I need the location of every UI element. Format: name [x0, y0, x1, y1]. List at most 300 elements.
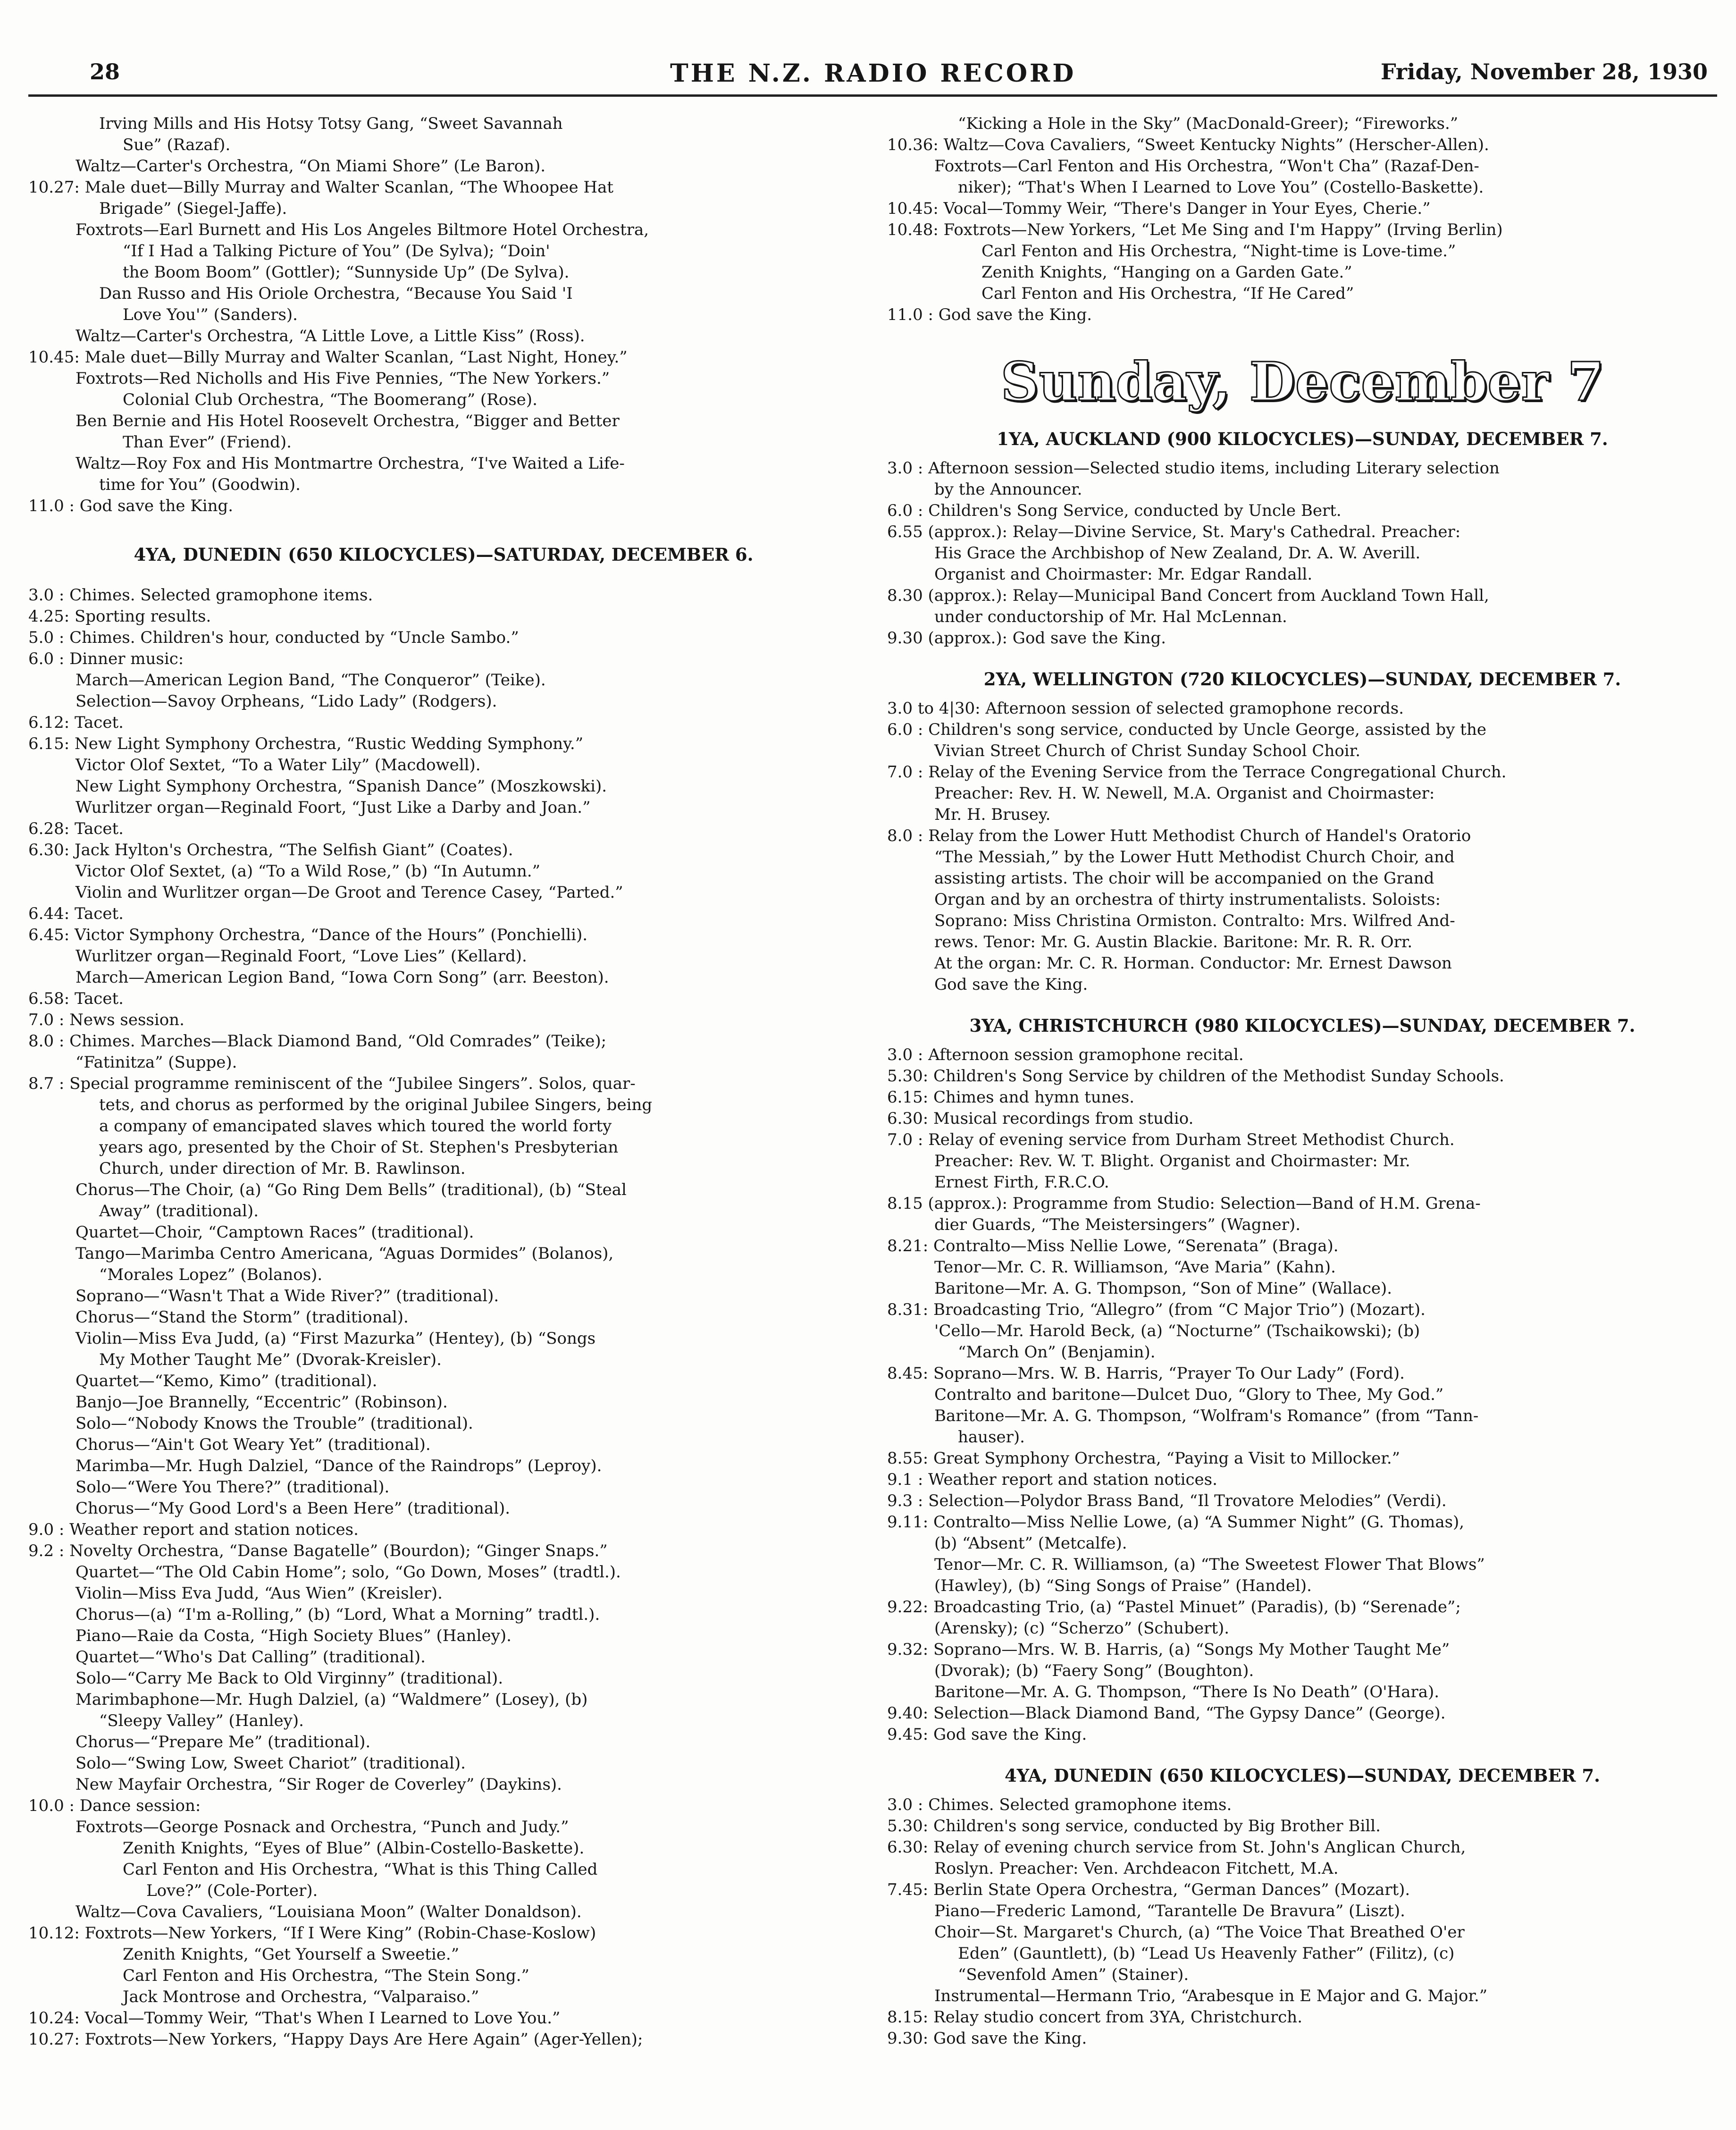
- programme-line: [28, 1562, 859, 1583]
- programme-line-text: Baritone—Mr. A. G. Thompson, “Son of Mine” (Wallace).: [934, 1279, 1392, 1298]
- programme-line: [887, 1660, 1718, 1682]
- programme-line: [28, 2029, 859, 2050]
- programme-line: [887, 1151, 1718, 1172]
- programme-line-text: rews. Tenor: Mr. G. Austin Blackie. Baritone: Mr. R. R. Orr.: [934, 933, 1413, 951]
- saturday-4ya-programme: [28, 585, 859, 2050]
- programme-line: [887, 479, 1718, 500]
- programme-line-text: 5.30: Children's song service, conducted by Big Brother Bill.: [887, 1817, 1381, 1835]
- programme-line-text: “Sleepy Valley” (Hanley).: [99, 1711, 304, 1730]
- programme-line-text: 7.0 : Relay of evening service from Durham Street Methodist Church.: [887, 1130, 1455, 1149]
- issue-date: Friday, November 28, 1930: [1380, 59, 1708, 84]
- programme-line: [28, 1349, 859, 1371]
- programme-line-text: Zenith Knights, “Hanging on a Garden Gate.”: [981, 263, 1352, 282]
- programme-line: [28, 648, 859, 670]
- programme-line: [28, 1498, 859, 1519]
- programme-line: [887, 135, 1718, 156]
- programme-line-text: 5.30: Children's Song Service by children of the Methodist Sunday Schools.: [887, 1067, 1504, 1086]
- programme-line: [887, 606, 1718, 628]
- masthead-title: THE N.Z. RADIO RECORD: [670, 59, 1076, 88]
- section-heading-4ya-saturday: 4YA, DUNEDIN (650 KILOCYCLES)—SATURDAY, DECEMBER 6.: [134, 544, 754, 565]
- programme-line-text: Solo—“Were You There?” (traditional).: [75, 1478, 390, 1497]
- programme-line-text: 6.28: Tacet.: [28, 819, 124, 838]
- programme-line-text: 7.0 : Relay of the Evening Service from the Terrace Congregational Church.: [887, 763, 1507, 782]
- programme-line-text: 6.55 (approx.): Relay—Divine Service, St. Mary's Cathedral. Preacher:: [887, 522, 1461, 541]
- programme-line: [28, 1477, 859, 1498]
- programme-line-text: 10.45: Vocal—Tommy Weir, “There's Danger in Your Eyes, Cherie.”: [887, 199, 1431, 218]
- programme-line-text: 3.0 : Afternoon session gramophone recital.: [887, 1045, 1244, 1064]
- programme-line-text: 9.2 : Novelty Orchestra, “Danse Bagatelle” (Bourdon); “Ginger Snaps.”: [28, 1541, 608, 1560]
- programme-line-text: Foxtrots—Carl Fenton and His Orchestra, “Won't Cha” (Razaf-Den-: [934, 157, 1479, 176]
- programme-line-text: 6.15: New Light Symphony Orchestra, “Rustic Wedding Symphony.”: [28, 734, 584, 753]
- programme-line: [28, 1137, 859, 1158]
- programme-line-text: Preacher: Rev. H. W. Newell, M.A. Organist and Choirmaster:: [934, 784, 1435, 803]
- programme-line-text: 3.0 : Chimes. Selected gramophone items.: [887, 1795, 1232, 1814]
- programme-line: [887, 1575, 1718, 1597]
- programme-line-text: 8.21: Contralto—Miss Nellie Lowe, “Serenata” (Braga).: [887, 1237, 1339, 1255]
- programme-line-text: Quartet—“Kemo, Kimo” (traditional).: [75, 1372, 377, 1390]
- programme-line: [887, 1512, 1718, 1533]
- programme-line: [28, 368, 859, 389]
- programme-line-text: dier Guards, “The Meistersingers” (Wagner).: [934, 1215, 1301, 1234]
- programme-line-text: “The Messiah,” by the Lower Hutt Methodist Church Choir, and: [934, 848, 1455, 867]
- programme-line: [887, 1448, 1718, 1469]
- programme-line: [28, 411, 859, 432]
- page-number: 28: [90, 59, 120, 84]
- programme-line-text: “If I Had a Talking Picture of You” (De Sylva); “Doin': [123, 242, 550, 261]
- programme-line-text: Chorus—(a) “I'm a-Rolling,” (b) “Lord, What a Morning” tradtl.).: [75, 1605, 600, 1624]
- programme-line: [28, 262, 859, 283]
- programme-line: [28, 1010, 859, 1031]
- sunday-1ya-programme: [887, 458, 1718, 649]
- programme-line: [28, 1031, 859, 1052]
- programme-line: [28, 1902, 859, 1923]
- programme-line: [28, 219, 859, 241]
- programme-line-text: 6.30: Musical recordings from studio.: [887, 1109, 1194, 1128]
- programme-line-text: Ernest Firth, F.R.C.O.: [934, 1173, 1109, 1192]
- programme-line: [28, 1647, 859, 1668]
- programme-line-text: Wurlitzer organ—Reginald Foort, “Love Lies” (Kellard).: [75, 947, 527, 966]
- programme-line: [28, 861, 859, 882]
- programme-line-text: Roslyn. Preacher: Ven. Archdeacon Fitchett, M.A.: [934, 1859, 1339, 1878]
- programme-line: [887, 1087, 1718, 1108]
- programme-line: [28, 1158, 859, 1179]
- programme-line: [887, 698, 1718, 719]
- programme-line-text: 11.0 : God save the King.: [28, 497, 234, 515]
- programme-line-text: “Sevenfold Amen” (Stainer).: [958, 1965, 1189, 1984]
- programme-line: [28, 1753, 859, 1774]
- programme-line: [887, 953, 1718, 974]
- programme-line: [28, 1583, 859, 1604]
- programme-line: [28, 474, 859, 496]
- programme-line: [28, 1859, 859, 1880]
- programme-line-text: 10.45: Male duet—Billy Murray and Walter Scanlan, “Last Night, Honey.”: [28, 348, 628, 367]
- programme-line: [28, 733, 859, 755]
- programme-line: [887, 241, 1718, 262]
- programme-line-text: 9.40: Selection—Black Diamond Band, “The Gypsy Dance” (George).: [887, 1704, 1446, 1723]
- programme-line-text: by the Announcer.: [934, 480, 1082, 499]
- programme-line-text: 6.0 : Children's Song Service, conducted by Uncle Bert.: [887, 501, 1342, 520]
- programme-line: [887, 1703, 1718, 1724]
- programme-line: [887, 1469, 1718, 1490]
- programme-line: [28, 1519, 859, 1541]
- programme-line-text: Victor Olof Sextet, (a) “To a Wild Rose,” (b) “In Autumn.”: [75, 862, 540, 881]
- programme-line-text: “Morales Lopez” (Bolanos).: [99, 1265, 323, 1284]
- programme-line-text: Baritone—Mr. A. G. Thompson, “Wolfram's Romance” (from “Tann-: [934, 1406, 1479, 1425]
- programme-line: [28, 1880, 859, 1902]
- programme-line: [887, 500, 1718, 522]
- programme-line-text: Away” (traditional).: [99, 1202, 259, 1221]
- programme-line: [887, 1193, 1718, 1214]
- programme-line-text: Chorus—“Ain't Got Weary Yet” (traditional).: [75, 1435, 431, 1454]
- programme-line: [28, 946, 859, 967]
- programme-line: [887, 825, 1718, 847]
- programme-line-text: Quartet—“Who's Dat Calling” (traditional).: [75, 1648, 426, 1667]
- programme-line-text: Jack Montrose and Orchestra, “Valparaiso.”: [123, 1987, 479, 2006]
- programme-line-text: 'Cello—Mr. Harold Beck, (a) “Nocturne” (Tschaikowski); (b): [934, 1322, 1420, 1340]
- sunday-2ya-programme: [887, 698, 1718, 995]
- programme-line: [28, 1710, 859, 1732]
- programme-line: [887, 804, 1718, 825]
- programme-line-text: 11.0 : God save the King.: [887, 305, 1092, 324]
- programme-line: [28, 606, 859, 627]
- programme-line: [28, 2008, 859, 2029]
- programme-line-text: Tenor—Mr. C. R. Williamson, (a) “The Sweetest Flower That Blows”: [934, 1555, 1485, 1574]
- programme-line-text: Piano—Frederic Lamond, “Tarantelle De Bravura” (Liszt).: [934, 1902, 1405, 1920]
- programme-line: [887, 1618, 1718, 1639]
- programme-line: [887, 262, 1718, 283]
- programme-line-text: 5.0 : Chimes. Children's hour, conducted by “Uncle Sambo.”: [28, 628, 519, 647]
- programme-line: [28, 1668, 859, 1689]
- programme-line: [887, 1943, 1718, 1964]
- programme-line-text: 10.24: Vocal—Tommy Weir, “That's When I Learned to Love You.”: [28, 2009, 561, 2028]
- programme-line: [887, 1837, 1718, 1858]
- programme-line-text: Waltz—Cova Cavaliers, “Louisiana Moon” (Walter Donaldson).: [75, 1903, 582, 1921]
- programme-line: [28, 712, 859, 733]
- programme-line-text: 6.58: Tacet.: [28, 989, 124, 1008]
- programme-line: [28, 988, 859, 1010]
- programme-line-text: Organ and by an orchestra of thirty instrumentalists. Soloists:: [934, 890, 1441, 909]
- programme-line: [28, 818, 859, 840]
- programme-line: [28, 903, 859, 925]
- programme-line-text: Soprano—“Wasn't That a Wide River?” (traditional).: [75, 1287, 499, 1305]
- programme-line: [28, 1116, 859, 1137]
- programme-line: [28, 1817, 859, 1838]
- programme-line: [887, 1406, 1718, 1427]
- programme-line-text: Victor Olof Sextet, “To a Water Lily” (Macdowell).: [75, 756, 481, 775]
- sunday-day-title: Sunday, December 7: [1000, 351, 1604, 413]
- programme-line-text: Brigade” (Siegel-Jaffe).: [99, 199, 287, 218]
- programme-line: [887, 1724, 1718, 1745]
- programme-line-text: Solo—“Nobody Knows the Trouble” (traditional).: [75, 1414, 473, 1433]
- programme-line: [28, 1094, 859, 1116]
- programme-line: [887, 1427, 1718, 1448]
- programme-line-text: hauser).: [958, 1428, 1025, 1447]
- programme-line: [887, 1639, 1718, 1660]
- programme-line: [28, 627, 859, 648]
- programme-line: [887, 628, 1718, 649]
- programme-line: [28, 1222, 859, 1243]
- programme-line: [887, 783, 1718, 804]
- right-column: [887, 113, 1718, 2049]
- programme-line-text: 7.45: Berlin State Opera Orchestra, “German Dances” (Mozart).: [887, 1880, 1410, 1899]
- programme-line-text: 9.0 : Weather report and station notices.: [28, 1520, 359, 1539]
- programme-line-text: 9.45: God save the King.: [887, 1725, 1087, 1744]
- programme-line: [28, 1774, 859, 1795]
- programme-line-text: 9.11: Contralto—Miss Nellie Lowe, (a) “A Summer Night” (G. Thomas),: [887, 1513, 1465, 1532]
- programme-line-text: (b) “Absent” (Metcalfe).: [934, 1534, 1127, 1553]
- section-heading-2ya: 2YA, WELLINGTON (720 KILOCYCLES)—SUNDAY, DECEMBER 7.: [983, 669, 1621, 690]
- programme-line: [28, 1541, 859, 1562]
- programme-line: [887, 1342, 1718, 1363]
- programme-line-text: New Mayfair Orchestra, “Sir Roger de Coverley” (Daykins).: [75, 1775, 562, 1794]
- programme-line-text: Love?” (Cole-Porter).: [146, 1881, 318, 1900]
- programme-line: [887, 177, 1718, 198]
- programme-line-text: New Light Symphony Orchestra, “Spanish Dance” (Moszkowski).: [75, 777, 607, 796]
- programme-line-text: 8.45: Soprano—Mrs. W. B. Harris, “Prayer To Our Lady” (Ford).: [887, 1364, 1405, 1383]
- programme-line-text: 6.0 : Children's song service, conducted by Uncle George, assisted by the: [887, 720, 1486, 739]
- programme-line-text: 8.15: Relay studio concert from 3YA, Christchurch.: [887, 2008, 1303, 2027]
- programme-line-text: 6.45: Victor Symphony Orchestra, “Dance of the Hours” (Ponchielli).: [28, 926, 588, 944]
- left-column: [28, 113, 859, 2050]
- programme-line-text: 9.22: Broadcasting Trio, (a) “Pastel Minuet” (Paradis), (b) “Serenade”;: [887, 1598, 1461, 1616]
- programme-line-text: 8.0 : Relay from the Lower Hutt Methodist Church of Handel's Oratorio: [887, 826, 1471, 845]
- programme-line-text: Piano—Raie da Costa, “High Society Blues” (Hanley).: [75, 1626, 512, 1645]
- programme-line: [28, 1201, 859, 1222]
- programme-line: [28, 1243, 859, 1264]
- programme-line-text: Waltz—Carter's Orchestra, “A Little Love, a Little Kiss” (Ross).: [75, 327, 585, 345]
- programme-line: [28, 925, 859, 946]
- programme-line-text: Choir—St. Margaret's Church, (a) “The Voice That Breathed O'er: [934, 1923, 1465, 1942]
- programme-line-text: Baritone—Mr. A. G. Thompson, “There Is No Death” (O'Hara).: [934, 1683, 1440, 1701]
- programme-line-text: Chorus—“My Good Lord's a Been Here” (traditional).: [75, 1499, 511, 1518]
- programme-line-text: 9.3 : Selection—Polydor Brass Band, “Il Trovatore Melodies” (Verdi).: [887, 1491, 1447, 1510]
- programme-line: [28, 453, 859, 474]
- programme-line: [28, 198, 859, 219]
- programme-line-text: 8.0 : Chimes. Marches—Black Diamond Band, “Old Comrades” (Teike);: [28, 1032, 607, 1051]
- programme-line: [28, 1286, 859, 1307]
- programme-line: [887, 564, 1718, 585]
- programme-line-text: Solo—“Carry Me Back to Old Virginny” (traditional).: [75, 1669, 503, 1688]
- programme-line-text: Soprano: Miss Christina Ormiston. Contralto: Mrs. Wilfred And-: [934, 911, 1455, 930]
- programme-line-text: 4.25: Sporting results.: [28, 607, 211, 626]
- programme-line: [28, 1604, 859, 1625]
- programme-line: [28, 1987, 859, 2008]
- programme-line-text: Colonial Club Orchestra, “The Boomerang” (Rose).: [123, 390, 537, 409]
- programme-line-text: Zenith Knights, “Get Yourself a Sweetie.”: [123, 1945, 460, 1964]
- programme-line-text: Waltz—Roy Fox and His Montmartre Orchestra, “I've Waited a Life-: [75, 454, 625, 473]
- programme-line-text: God save the King.: [934, 975, 1088, 994]
- programme-line-text: 8.31: Broadcasting Trio, “Allegro” (from “C Major Trio”) (Mozart).: [887, 1300, 1426, 1319]
- programme-line-text: 10.36: Waltz—Cova Cavaliers, “Sweet Kentucky Nights” (Herscher-Allen).: [887, 135, 1489, 154]
- programme-line: [28, 1179, 859, 1201]
- programme-line-text: Than Ever” (Friend).: [123, 433, 292, 452]
- programme-line-text: Waltz—Carter's Orchestra, “On Miami Shore” (Le Baron).: [75, 157, 546, 176]
- programme-line: [28, 776, 859, 797]
- section-heading-4ya-sunday: 4YA, DUNEDIN (650 KILOCYCLES)—SUNDAY, DECEMBER 7.: [1005, 1765, 1600, 1786]
- programme-line-text: Wurlitzer organ—Reginald Foort, “Just Like a Darby and Joan.”: [75, 798, 591, 817]
- programme-line: [887, 1066, 1718, 1087]
- programme-line: [887, 304, 1718, 326]
- programme-line: [28, 496, 859, 517]
- programme-line: [887, 458, 1718, 479]
- programme-line: [28, 1923, 859, 1944]
- programme-line-text: “Fatinitza” (Suppe).: [75, 1053, 237, 1072]
- header-rule: [28, 94, 1717, 97]
- programme-line-text: Violin—Miss Eva Judd, “Aus Wien” (Kreisler).: [75, 1584, 443, 1603]
- programme-line: [887, 974, 1718, 995]
- programme-line-text: Sue” (Razaf).: [123, 135, 231, 154]
- programme-line: [887, 1278, 1718, 1299]
- programme-line: [28, 283, 859, 304]
- programme-line: [28, 882, 859, 903]
- programme-line: [887, 219, 1718, 241]
- programme-line-text: Carl Fenton and His Orchestra, “Night-time is Love-time.”: [981, 242, 1456, 261]
- programme-line-text: 10.12: Foxtrots—New Yorkers, “If I Were King” (Robin-Chase-Koslow): [28, 1924, 596, 1943]
- programme-line: [28, 326, 859, 347]
- programme-line-text: Carl Fenton and His Orchestra, “What is this Thing Called: [123, 1860, 598, 1879]
- programme-line-text: Selection—Savoy Orpheans, “Lido Lady” (Rodgers).: [75, 692, 497, 711]
- programme-line-text: Irving Mills and His Hotsy Totsy Gang, “Sweet Savannah: [99, 114, 563, 133]
- programme-line: [28, 1371, 859, 1392]
- programme-line-text: under conductorship of Mr. Hal McLennan.: [934, 607, 1287, 626]
- programme-line: [28, 1073, 859, 1094]
- programme-line: [28, 1732, 859, 1753]
- programme-line-text: 7.0 : News session.: [28, 1010, 185, 1029]
- saturday-2ya-continued: [28, 113, 859, 517]
- programme-line-text: 3.0 : Afternoon session—Selected studio items, including Literary selection: [887, 459, 1500, 478]
- programme-line-text: Preacher: Rev. W. T. Blight. Organist and Choirmaster: Mr.: [934, 1152, 1410, 1170]
- programme-line-text: 3.0 : Chimes. Selected gramophone items.: [28, 586, 373, 605]
- programme-line-text: 10.48: Foxtrots—New Yorkers, “Let Me Sing and I'm Happy” (Irving Berlin): [887, 220, 1503, 239]
- programme-line: [28, 1307, 859, 1328]
- programme-line: [28, 691, 859, 712]
- programme-line: [28, 113, 859, 135]
- programme-line-text: 10.27: Foxtrots—New Yorkers, “Happy Days Are Here Again” (Ager-Yellen);: [28, 2030, 643, 2049]
- programme-line: [887, 1129, 1718, 1151]
- programme-line: [28, 1413, 859, 1434]
- programme-line-text: 6.44: Tacet.: [28, 904, 124, 923]
- programme-line: [28, 755, 859, 776]
- programme-line-text: 8.15 (approx.): Programme from Studio: Selection—Band of H.M. Grena-: [887, 1194, 1481, 1213]
- programme-line-text: (Dvorak); (b) “Faery Song” (Boughton).: [934, 1661, 1254, 1680]
- programme-line-text: Banjo—Joe Brannelly, “Eccentric” (Robinson).: [75, 1393, 448, 1412]
- programme-line-text: time for You” (Goodwin).: [99, 475, 301, 494]
- programme-line-text: March—American Legion Band, “The Conqueror” (Teike).: [75, 671, 546, 690]
- programme-line: [887, 283, 1718, 304]
- programme-line-text: Chorus—“Prepare Me” (traditional).: [75, 1733, 371, 1751]
- programme-line: [887, 1794, 1718, 1816]
- programme-line-text: 6.12: Tacet.: [28, 713, 124, 732]
- programme-line: [887, 1363, 1718, 1384]
- programme-line: [28, 304, 859, 326]
- programme-line: [28, 1944, 859, 1965]
- programme-line-text: Tenor—Mr. C. R. Williamson, “Ave Maria” (Kahn).: [934, 1258, 1336, 1277]
- programme-line-text: 9.32: Soprano—Mrs. W. B. Harris, (a) “Songs My Mother Taught Me”: [887, 1640, 1450, 1659]
- programme-line-text: Foxtrots—Red Nicholls and His Five Pennies, “The New Yorkers.”: [75, 369, 610, 388]
- programme-line-text: March—American Legion Band, “Iowa Corn Song” (arr. Beeston).: [75, 968, 609, 987]
- programme-line: [887, 1816, 1718, 1837]
- programme-line: [887, 847, 1718, 868]
- programme-line: [28, 967, 859, 988]
- programme-line: [28, 1264, 859, 1286]
- programme-line: [887, 741, 1718, 762]
- sunday-4ya-programme: [887, 1794, 1718, 2049]
- programme-line-text: Violin—Miss Eva Judd, (a) “First Mazurka” (Hentey), (b) “Songs: [75, 1329, 596, 1348]
- programme-line: [887, 1554, 1718, 1575]
- programme-line-text: Contralto and baritone—Dulcet Duo, “Glory to Thee, My God.”: [934, 1385, 1444, 1404]
- programme-line: [28, 156, 859, 177]
- programme-line-text: Instrumental—Hermann Trio, “Arabesque in E Major and G. Major.”: [934, 1987, 1488, 2005]
- programme-line-text: Ben Bernie and His Hotel Roosevelt Orchestra, “Bigger and Better: [75, 412, 620, 430]
- programme-line-text: niker); “That's When I Learned to Love You” (Costello-Baskette).: [958, 178, 1484, 197]
- programme-line: [28, 1052, 859, 1073]
- programme-line: [28, 389, 859, 411]
- programme-line: [887, 719, 1718, 741]
- programme-line-text: 10.0 : Dance session:: [28, 1796, 201, 1815]
- programme-line-text: Dan Russo and His Oriole Orchestra, “Because You Said 'I: [99, 284, 573, 303]
- programme-line: [887, 1901, 1718, 1922]
- programme-line-text: 6.30: Jack Hylton's Orchestra, “The Selfish Giant” (Coates).: [28, 841, 513, 859]
- programme-line: [887, 910, 1718, 932]
- programme-line: [28, 347, 859, 368]
- programme-line-text: Mr. H. Brusey.: [934, 805, 1051, 824]
- programme-line: [887, 1257, 1718, 1278]
- programme-line-text: Chorus—“Stand the Storm” (traditional).: [75, 1308, 409, 1327]
- sunday-3ya-programme: [887, 1044, 1718, 1745]
- programme-line: [28, 1456, 859, 1477]
- programme-line: [887, 156, 1718, 177]
- programme-line-text: Church, under direction of Mr. B. Rawlinson.: [99, 1159, 466, 1178]
- programme-line-text: Tango—Marimba Centro Americana, “Aguas Dormides” (Bolanos),: [75, 1244, 614, 1263]
- programme-line-text: 6.15: Chimes and hymn tunes.: [887, 1088, 1134, 1107]
- programme-line: [887, 1044, 1718, 1066]
- programme-line-text: Marimba—Mr. Hugh Dalziel, “Dance of the Raindrops” (Leproy).: [75, 1456, 602, 1475]
- programme-line-text: (Arensky); (c) “Scherzo” (Schubert).: [934, 1619, 1230, 1638]
- programme-line-text: Violin and Wurlitzer organ—De Groot and Terence Casey, “Parted.”: [75, 883, 623, 902]
- saturday-continued-programme: [887, 113, 1718, 326]
- programme-line: [887, 1533, 1718, 1554]
- programme-line: [887, 543, 1718, 564]
- programme-line-text: “Kicking a Hole in the Sky” (MacDonald-Greer); “Fireworks.”: [958, 114, 1459, 133]
- programme-line-text: 8.7 : Special programme reminiscent of the “Jubilee Singers”. Solos, quar-: [28, 1074, 636, 1093]
- programme-line-text: 9.30: God save the King.: [887, 2029, 1087, 2048]
- programme-line: [28, 1392, 859, 1413]
- programme-line-text: 8.30 (approx.): Relay—Municipal Band Concert from Auckland Town Hall,: [887, 586, 1489, 605]
- programme-line-text: 6.0 : Dinner music:: [28, 649, 184, 668]
- programme-line-text: Foxtrots—Earl Burnett and His Los Angeles Biltmore Hotel Orchestra,: [75, 220, 649, 239]
- programme-line: [28, 432, 859, 453]
- programme-line-text: 6.30: Relay of evening church service from St. John's Anglican Church,: [887, 1838, 1466, 1857]
- programme-line-text: Quartet—“The Old Cabin Home”; solo, “Go Down, Moses” (tradtl.).: [75, 1563, 621, 1582]
- section-heading-1ya: 1YA, AUCKLAND (900 KILOCYCLES)—SUNDAY, DECEMBER 7.: [997, 429, 1608, 449]
- programme-line: [887, 1858, 1718, 1879]
- programme-line: [28, 241, 859, 262]
- programme-line-text: At the organ: Mr. C. R. Horman. Conductor: Mr. Ernest Dawson: [934, 954, 1452, 973]
- programme-line-text: Love You'” (Sanders).: [123, 305, 298, 324]
- programme-line: [887, 1490, 1718, 1512]
- programme-line-text: Foxtrots—George Posnack and Orchestra, “Punch and Judy.”: [75, 1818, 569, 1836]
- programme-line: [887, 1384, 1718, 1406]
- programme-line-text: Marimbaphone—Mr. Hugh Dalziel, (a) “Waldmere” (Losey), (b): [75, 1690, 588, 1709]
- programme-line: [887, 2007, 1718, 2028]
- programme-line: [28, 1328, 859, 1349]
- programme-line-text: (Hawley), (b) “Sing Songs of Praise” (Handel).: [934, 1576, 1312, 1595]
- programme-line-text: Organist and Choirmaster: Mr. Edgar Randall.: [934, 565, 1313, 584]
- programme-line: [28, 1795, 859, 1817]
- programme-line-text: Vivian Street Church of Christ Sunday School Choir.: [934, 741, 1361, 760]
- programme-line-text: 9.1 : Weather report and station notices.: [887, 1470, 1217, 1489]
- programme-line: [28, 135, 859, 156]
